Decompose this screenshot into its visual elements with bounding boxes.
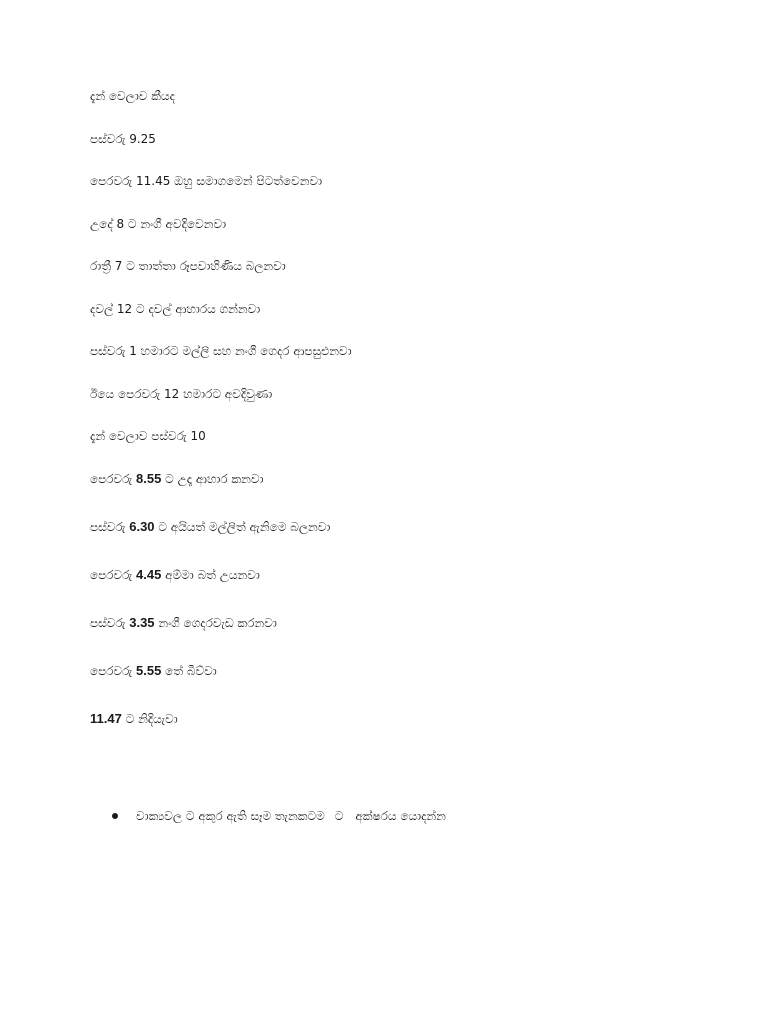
sentence-1: දැන් වෙලාව කීයද [90,89,175,103]
document-body [90,88,710,759]
sentence-2: පස්වරු 9.25 [90,131,156,146]
time-value: 11.47 [90,710,122,726]
sentence-rest: අම්මා බත් උයනවා [161,567,260,582]
time-value: 4.45 [136,566,162,582]
sentence-6: දවල් 12 ට දවල් ආහාරය ගන්නවා [90,301,261,316]
sentence-rest: ට අයියත් මල්ලිත් ඇනිමෙ බලනවා [154,519,331,534]
sentence-3: පෙරවරු 11.45 ඔහු සමාගමෙන් පිටත්වෙනවා [90,174,323,188]
sentence-rest: ට උදෑ ආහාර කනවා [161,471,264,486]
time-value: 3.35 [129,614,155,630]
sentence-7: පස්වරු 1 හමාරට මල්ලි සහ නංගී ගෙදර ආපසුඑනවා [90,344,352,358]
instruction-text-before: වාක්‍යවල ට අකුර ඇති සෑම තැනකටම [136,809,325,823]
time-prefix: පස්වරු [90,615,130,630]
time-value: 6.30 [129,518,155,534]
timed-sentence-4 [90,615,710,631]
sentence-rest: තේ බීව්වා [161,663,217,678]
time-prefix: පෙරවරු [90,567,137,582]
sentence-rest: ට නිදියැවා [121,711,178,726]
sentence-4: උදේ 8 ට නංගී අවදිවෙනවා [90,216,227,231]
timed-sentence-3 [90,567,710,583]
instruction-bullet [112,808,446,824]
instruction-text-after: අක්ෂරය යොදන්න [355,809,446,823]
sentence-9: දැන් වෙලාව පස්වරු 10 [90,429,206,443]
inserted-letter: ට [334,809,344,823]
timed-sentence-6 [90,711,710,727]
time-value: 5.55 [136,662,162,678]
time-value: 8.55 [136,470,162,486]
time-prefix: පෙරවරු [90,471,137,486]
sentence-8: ඊයෙ පෙරවරු 12 හමාරට අවදිවුණා [90,386,273,401]
time-prefix: පස්වරු [90,519,130,534]
timed-sentence-2 [90,519,710,535]
timed-sentence-5 [90,663,710,679]
sentence-5: රාත්‍රී 7 ට තාත්තා රූපවාහිණිය බලනවා [90,259,286,273]
time-prefix: පෙරවරු [90,663,137,678]
sentence-rest: නංගී ගෙදරවැඩ කරනවා [154,615,277,630]
timed-sentence-1 [90,471,710,487]
bullet-icon [112,813,118,819]
